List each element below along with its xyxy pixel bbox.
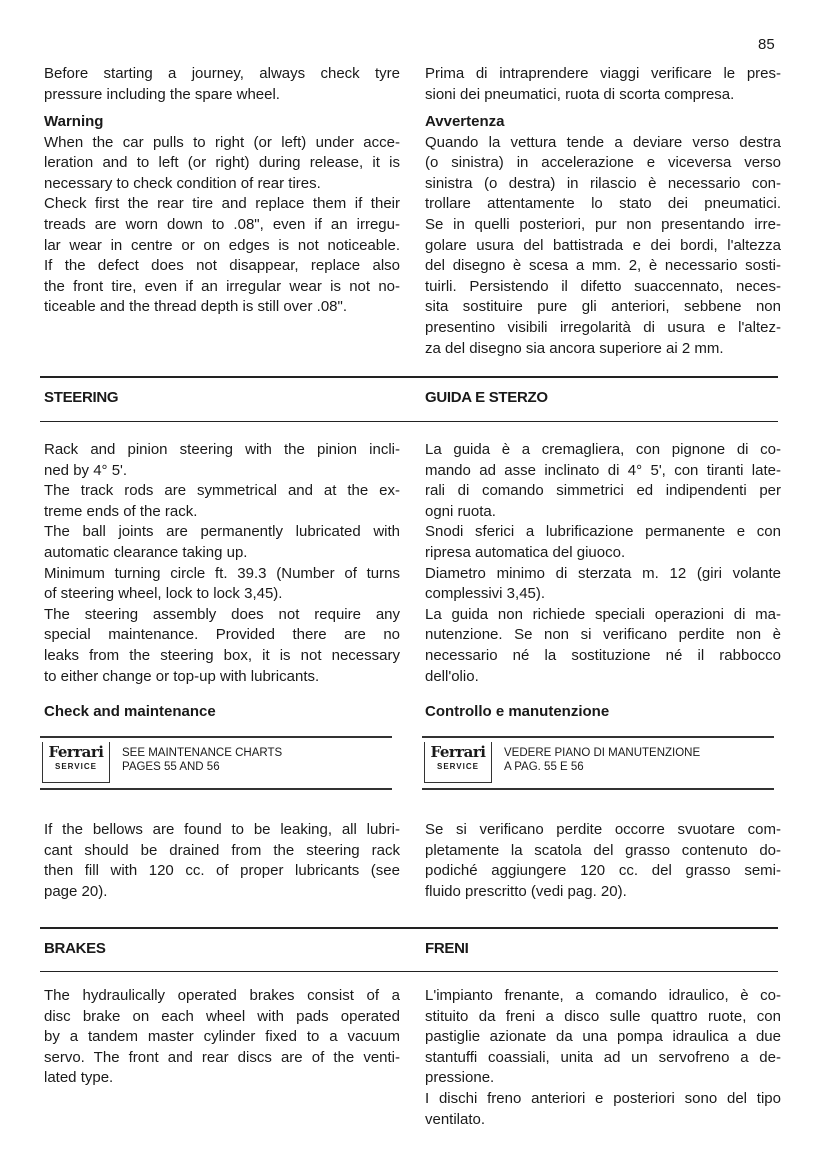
text-line: leration and to left (or right) during release, it is — [44, 154, 400, 172]
text-line: servo. The front and rear discs are of the venti- — [44, 1048, 400, 1066]
intro-it — [425, 64, 781, 105]
warning-text — [44, 133, 400, 318]
divider — [40, 421, 778, 422]
text-line: necessario né la sostituzione né il rabbocco — [425, 646, 781, 664]
service-note-text-it — [504, 746, 700, 774]
check-title: Check and maintenance — [44, 703, 216, 720]
text-line: ripresa automatica del giuoco. — [425, 543, 626, 561]
ferrari-service-logo — [42, 742, 110, 783]
text-line: del disegno è scesa a mm. 2, è necessario sosti- — [425, 257, 781, 275]
text-line: The ball joints are permanently lubricated with — [44, 523, 400, 541]
text-line: of steering wheel, lock to lock 3,45). — [44, 585, 283, 603]
text-line: page 20). — [44, 882, 108, 900]
text-line: SEE MAINTENANCE CHARTS — [122, 747, 283, 759]
text-line: automatic clearance taking up. — [44, 543, 248, 561]
logo-brand: Ferrari — [430, 743, 486, 761]
text-line: treme ends of the rack. — [44, 502, 198, 520]
divider — [40, 376, 778, 378]
text-line: A PAG. 55 E 56 — [504, 761, 584, 773]
text-line: dell'olio. — [425, 667, 479, 685]
text-line: golare usura del battistrada e dei bordi, l'altezza — [425, 236, 781, 254]
text-line: sita sostituire pure gli anteriori, sebbene non — [425, 298, 781, 316]
brakes-it — [425, 986, 781, 1130]
text-line: rali di comando simmetrici ed indipendenti per — [425, 482, 781, 500]
brakes-en — [44, 986, 400, 1089]
warning-title-it: Avvertenza — [425, 113, 505, 130]
text-line: fluido prescritto (vedi pag. 20). — [425, 882, 627, 900]
text-line: The steering assembly does not require any — [44, 605, 400, 623]
text-line: sioni dei pneumatici, ruota di scorta compresa. — [425, 85, 735, 103]
text-line: La guida non richiede speciali operazioni di ma- — [425, 605, 781, 623]
brakes-heading-it: FRENI — [425, 940, 469, 957]
steering-heading: STEERING — [44, 389, 119, 406]
service-note-en — [40, 736, 392, 790]
text-line: PAGES 55 AND 56 — [122, 761, 220, 773]
steering-it — [425, 440, 781, 687]
text-line: disc brake on each wheel with pads operated — [44, 1007, 400, 1025]
text-line: L'impianto frenante, a comando idraulico, è co- — [425, 987, 781, 1004]
check-it — [425, 820, 781, 902]
text-line: Rack and pinion steering with the pinion incli- — [44, 441, 400, 458]
text-line: I dischi freno anteriori e posteriori sono del tipo — [425, 1089, 781, 1107]
text-line: pastiglie azionate da una pompa idraulica a due — [425, 1028, 781, 1046]
text-line: If the defect does not disappear, replace also — [44, 257, 400, 275]
text-line: pletamente la scatola del grasso contenuto do- — [425, 841, 781, 859]
text-line: lated type. — [44, 1069, 114, 1087]
text-line: Se si verificano perdite occorre svuotare com- — [425, 821, 781, 838]
text-line: the front tire, even if an irregular wear is not no- — [44, 277, 400, 295]
text-line: cant should be drained from the steering rack — [44, 841, 400, 859]
text-line: za del disegno sia ancora superiore ai 2 mm. — [425, 339, 724, 357]
text-line: Diametro minimo di sterzata m. 12 (giri volante — [425, 564, 781, 582]
logo-brand: Ferrari — [48, 743, 104, 761]
warning-en — [44, 112, 400, 318]
text-line: When the car pulls to right (or left) under acce- — [44, 133, 400, 151]
text-line: mando ad asse inclinato di 4° 5', con tiranti late- — [425, 461, 781, 479]
service-note-it — [422, 736, 774, 790]
text-line: ogni ruota. — [425, 502, 496, 520]
warning-it — [425, 112, 781, 359]
steering-heading-it: GUIDA E STERZO — [425, 389, 548, 406]
service-note-text — [122, 746, 282, 774]
text-line: then fill with 120 cc. of proper lubricants (see — [44, 862, 400, 880]
brakes-heading: BRAKES — [44, 940, 106, 957]
text-line: (o sinistra) in accelerazione e viceversa verso — [425, 154, 781, 172]
text-line: nutenzione. Se non si verificano perdite non è — [425, 626, 781, 644]
text-line: trollare attentamente lo stato dei pneumatici. — [425, 195, 781, 213]
text-line: Quando la vettura tende a deviare verso destra — [425, 133, 781, 151]
text-line: by a tandem master cylinder fixed to a vacuum — [44, 1028, 400, 1046]
text-line: Snodi sferici a lubrificazione permanente e con — [425, 523, 781, 541]
steering-en — [44, 440, 400, 687]
check-en — [44, 820, 400, 902]
divider — [40, 971, 778, 972]
text-line: stituito da freni a disco sulle quattro ruote, con — [425, 1007, 781, 1025]
text-line: ned by 4° 5'. — [44, 461, 128, 479]
intro-en — [44, 64, 400, 105]
text-line: Before starting a journey, always check tyre — [44, 65, 400, 82]
divider — [40, 927, 778, 929]
text-line: pressure including the spare wheel. — [44, 85, 280, 103]
text-line: tuirli. Persistendo il difetto suaccennato, neces- — [425, 277, 781, 295]
text-line: Check first the rear tire and replace them if their — [44, 195, 400, 213]
text-line: sinistra (o destra) in rilascio è necessario con- — [425, 174, 781, 192]
warning-text-it — [425, 133, 781, 360]
text-line: lar wear in centre or on edges is not noticeable. — [44, 236, 400, 254]
text-line: pressione. — [425, 1069, 495, 1087]
text-line: If the bellows are found to be leaking, all lubri- — [44, 821, 400, 838]
text-line: to either change or top-up with lubricants. — [44, 667, 320, 685]
text-line: complessivi 3,45). — [425, 585, 546, 603]
text-line: VEDERE PIANO DI MANUTENZIONE — [504, 747, 701, 759]
text-line: ventilato. — [425, 1110, 486, 1128]
logo-service: SERVICE — [437, 762, 479, 771]
text-line: special maintenance. Provided there are no — [44, 626, 400, 644]
text-line: treads are worn down to .08", even if an irregu- — [44, 215, 400, 233]
text-line: The hydraulically operated brakes consist of a — [44, 987, 400, 1004]
check-title-it: Controllo e manutenzione — [425, 703, 610, 720]
text-line: necessary to check condition of rear tires. — [44, 174, 321, 192]
text-line: Se in quelli posteriori, pur non presentando irre- — [425, 215, 781, 233]
text-line: La guida è a cremagliera, con pignone di co- — [425, 441, 781, 458]
page-number: 85 — [758, 36, 775, 53]
text-line: podiché aggiungere 120 cc. del grasso semi- — [425, 862, 781, 880]
logo-service: SERVICE — [55, 762, 97, 771]
text-line: ticeable and the thread depth is still over .08". — [44, 298, 348, 316]
text-line: stantuffi coassiali, unita ad un servofreno a de- — [425, 1048, 781, 1066]
text-line: Minimum turning circle ft. 39.3 (Number of turns — [44, 564, 400, 582]
text-line: leaks from the steering box, it is not necessary — [44, 646, 400, 664]
text-line: The track rods are symmetrical and at the ex- — [44, 482, 400, 500]
warning-title: Warning — [44, 113, 104, 130]
text-line: presentino visibili irregolarità di usura e l'altez- — [425, 318, 781, 336]
ferrari-service-logo — [424, 742, 492, 783]
text-line: Prima di intraprendere viaggi verificare le pres- — [425, 65, 781, 82]
